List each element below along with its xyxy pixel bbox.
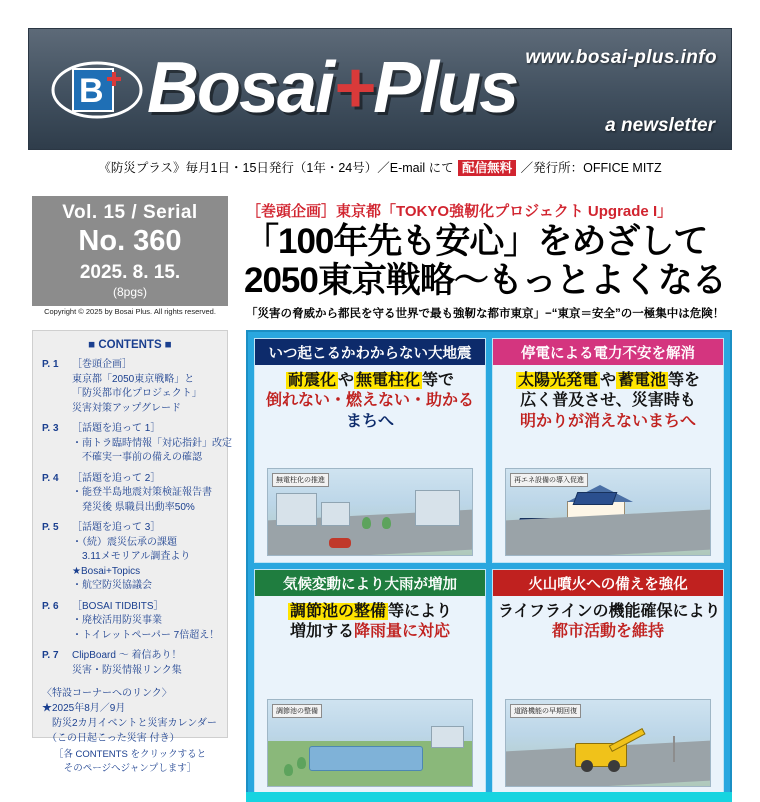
illustration-caption: 再エネ設備の導入促進 (510, 473, 588, 487)
poster-copy-segment: 等を (668, 372, 701, 389)
toc-entry-line: ・トイレットペーパー 7倍超え！ (72, 629, 220, 641)
poster-copy-line (498, 412, 718, 432)
toc-entry-line: ［巻頭企画］ (72, 359, 132, 370)
poster-copy-line (498, 391, 718, 411)
list-item[interactable] (42, 358, 218, 416)
illustration-caption: 無電柱化の推進 (272, 473, 329, 487)
toc-entry-text (72, 422, 232, 466)
toc-entry-line: ★Bosai+Topics (72, 565, 141, 577)
click-note-line: ［各 CONTENTS をクリックすると (53, 749, 207, 760)
tree-shape (382, 517, 391, 529)
poster-copy-line (498, 602, 721, 622)
contents-extra-links (42, 686, 218, 746)
poster-panel-copy (255, 365, 485, 436)
poster-copy-segment: や (337, 372, 354, 389)
poster-panel-header: いつ起こるかわからない大地震 (255, 339, 485, 365)
poster-copy-segment: 等で (422, 372, 455, 389)
poster-copy-segment: 増加する (289, 623, 354, 641)
list-item[interactable] (42, 422, 232, 466)
publication-info-before: 《防災プラス》毎月1日・15日発行（1年・24号）／E-mail にて (98, 161, 458, 175)
poster-panel-copy (493, 365, 723, 436)
toc-entry-text (72, 358, 218, 416)
toc-extra-line[interactable]: 防災2カ月イベントと災害カレンダー (42, 718, 217, 729)
toc-extra-line[interactable]: （この日起こった災害 付き） (42, 733, 180, 744)
road-shape (505, 509, 711, 556)
poster-panel-body (493, 365, 723, 562)
poster-copy-segment: 明かりが消えないまちへ (519, 412, 696, 430)
masthead-title-second: Plus (373, 48, 518, 128)
poster-illustration (505, 468, 711, 556)
toc-page-number: P. 4 (42, 472, 59, 484)
contents-click-note (32, 748, 228, 777)
issue-number: No. 360 (78, 225, 182, 257)
poster-panel (492, 338, 724, 563)
toc-entry-line: ・能登半島地震対策検証報告書 (72, 487, 212, 498)
poster-copy-segment: 降雨量に対応 (354, 623, 451, 641)
toc-entry-line: ・航空防災協議会 (72, 580, 152, 591)
toc-entry-line: ・（続）震災伝承の課題 (72, 536, 177, 548)
masthead-title (147, 47, 517, 129)
toc-entry-text (72, 649, 218, 678)
masthead-tagline: a newsletter (605, 115, 715, 136)
poster-panel-header: 気候変動により大雨が増加 (255, 570, 485, 596)
poster-copy-segment: ライフラインの機能確保により (498, 603, 721, 620)
copyright-text: Copyright © 2025 by Bosai Plus. All rights reserved. (44, 307, 216, 316)
utility-pole-shape (673, 736, 675, 762)
poster-copy-segment: 広く普及させ、災害時も (520, 392, 696, 410)
poster-copy-segment: 耐震化 (287, 372, 336, 389)
masthead-title-plus: + (333, 48, 374, 128)
poster-panel-header: 停電による電力不安を解消 (493, 339, 723, 365)
poster-panel-body (255, 365, 485, 562)
poster-panel (254, 569, 486, 794)
bosai-plus-logo-icon (51, 53, 143, 127)
toc-extra-line[interactable]: 〈特設コーナーへのリンク〉 (42, 688, 172, 699)
headline-line-2: 2050東京戦略〜もっとよくなる (244, 261, 726, 301)
toc-entry-line: 3.11メモリアル調査より (72, 551, 191, 562)
contents-list (42, 358, 232, 678)
poster-copy-line (260, 371, 480, 391)
poster-panel-header: 火山噴火への備えを強化 (493, 570, 723, 596)
poster-copy-line (260, 602, 480, 622)
toc-entry-line: ［BOSAI TIDBITS］ (72, 600, 164, 612)
poster-copy-segment: 無電柱化 (356, 372, 421, 389)
poster-panel-body (255, 596, 485, 793)
poster-illustration (267, 468, 473, 556)
poster-copy-segment: 太陽光発電 (517, 372, 598, 389)
masthead-title-main: Bosai (147, 48, 334, 128)
poster-bottom-strip (246, 792, 732, 802)
poster-panel-copy (255, 596, 485, 647)
toc-entry-text (72, 521, 218, 594)
toc-page-number: P. 1 (42, 359, 59, 370)
poster-illustration (505, 699, 711, 787)
poster-grid (246, 330, 732, 802)
tree-shape (362, 517, 371, 529)
poster-copy-line (498, 622, 718, 642)
svg-text:B: B (79, 72, 104, 110)
toc-entry-line: ・南トラ臨時情報「対応指針」改定 (72, 437, 232, 449)
toc-entry-text (72, 600, 219, 644)
toc-page-number: P. 3 (42, 423, 59, 434)
poster-panel (492, 569, 724, 794)
building-shape (431, 726, 464, 748)
poster-copy-line (260, 412, 480, 432)
tree-shape (297, 757, 306, 769)
poster-copy-segment: 蓄電池 (618, 372, 667, 389)
list-item[interactable] (42, 521, 218, 594)
contents-heading: ■ CONTENTS ■ (88, 339, 172, 351)
page-title (244, 222, 730, 300)
article-kicker: ［巻頭企画］東京都「TOKYO強靭化プロジェクト Upgrade I」 (246, 203, 673, 220)
publication-info-line (28, 158, 732, 176)
poster-panel (254, 338, 486, 563)
poster-copy-segment: 都市活動を維持 (551, 623, 664, 641)
poster-copy-line (260, 391, 480, 411)
toc-entry-line: 東京都「2050東京戦略」と (72, 373, 195, 385)
toc-page-number: P. 5 (42, 522, 59, 533)
toc-entry-line: ・廃校活用防災事業 (72, 615, 162, 626)
issue-box (32, 196, 228, 306)
click-note-line: そのページへジャンプします］ (63, 763, 197, 775)
solar-panel-shape (573, 492, 618, 505)
poster-copy-segment: 調節池の整備 (289, 603, 386, 620)
building-shape (276, 493, 317, 526)
toc-page-number: P. 6 (42, 600, 59, 612)
detention-pond-shape (309, 746, 423, 770)
toc-entry-line: ［話題を追って 1］ (72, 423, 161, 434)
contents-box (32, 330, 232, 744)
toc-entry-line: 災害・防災情報リンク集 (72, 664, 182, 676)
poster-illustration (267, 699, 473, 787)
toc-entry-line: ［話題を追って 3］ (72, 522, 161, 533)
toc-extra-line[interactable]: ★2025年8月／9月 (42, 703, 126, 714)
issue-pages: (8pgs) (112, 285, 147, 299)
issue-date: 2025. 8. 15. (79, 262, 181, 283)
poster-panel-copy (493, 596, 723, 647)
toc-entry-line: 災害対策アップグレード (72, 402, 181, 414)
list-item[interactable] (42, 472, 218, 516)
issue-volume: Vol. 15 / Serial (62, 202, 198, 223)
poster-copy-line (260, 622, 480, 642)
building-shape (321, 502, 350, 526)
toc-entry-line: 不確実一事前の備えの確認 (72, 452, 202, 463)
headline-line-1: 「100年先も安心」をめざして (244, 222, 708, 261)
car-shape (329, 538, 351, 548)
tree-shape (284, 764, 293, 776)
toc-entry-line: ［話題を追って 2］ (72, 472, 161, 484)
poster-copy-line (498, 371, 718, 391)
article-standfirst: 「災害の脅威から都民を守る世界で最も強靭な都市東京」−“東京＝安全”の一極集中は危険！ (246, 308, 725, 320)
poster-copy-segment: 倒れない・燃えない・助かる (265, 392, 474, 410)
free-delivery-badge: 配信無料 (458, 160, 516, 176)
poster-copy-segment: まちへ (345, 412, 394, 430)
masthead (28, 28, 732, 150)
masthead-url: www.bosai-plus.info (525, 47, 717, 68)
poster-copy-segment: 等により (388, 603, 453, 620)
poster-copy-segment: や (599, 372, 616, 389)
list-item[interactable] (42, 649, 218, 678)
toc-entry-line: 発災後 県職員出動率50% (72, 501, 195, 513)
toc-entry-text (72, 472, 218, 516)
toc-entry-line: ClipBoard 〜 着信あり！ (72, 650, 182, 661)
illustration-caption: 調節池の整備 (272, 704, 322, 718)
list-item[interactable] (42, 600, 218, 644)
toc-page-number: P. 7 (42, 650, 59, 661)
publication-info-after: ／発行所：OFFICE MITZ (517, 161, 662, 175)
toc-entry-line: 「防災都市化プロジェクト」 (72, 388, 202, 399)
poster-panel-body (493, 596, 723, 793)
illustration-caption: 道路機能の早期回復 (510, 704, 581, 718)
building-shape (415, 490, 460, 526)
